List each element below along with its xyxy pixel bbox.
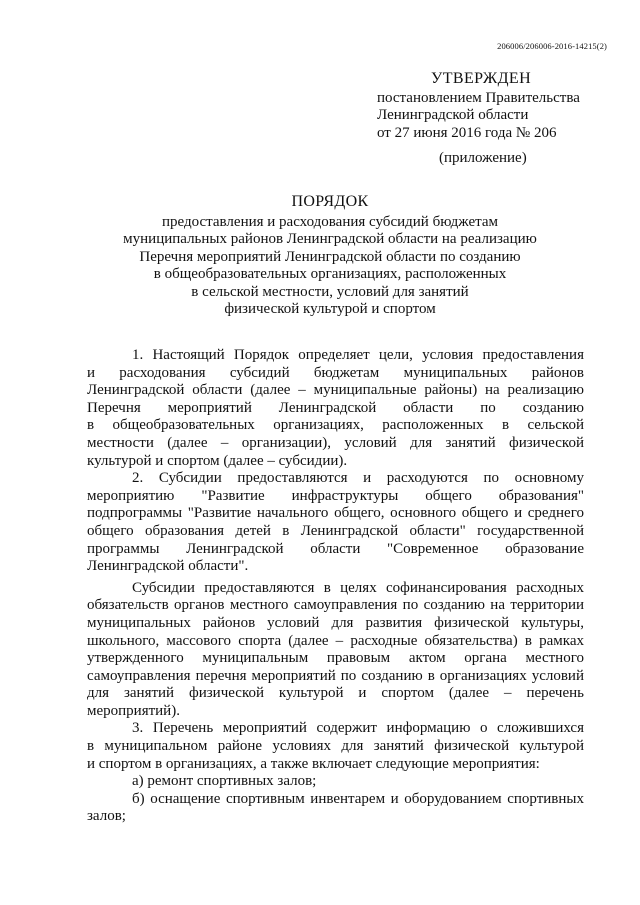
document-id: 206006/206006-2016-14215(2): [497, 41, 607, 51]
text-line: Субсидии предоставляются в целях софинансирования расходных: [132, 579, 584, 596]
text-line: для занятий физической культурой и спортом (далее – перечень: [87, 685, 584, 702]
appendix-label: (приложение): [439, 150, 527, 166]
text-line: в общеобразовательных организациях, расположенных в сельской: [87, 417, 584, 434]
text-line: 2. Субсидии предоставляются и расходуются по основному: [132, 470, 584, 487]
approval-block: [377, 70, 617, 168]
text-line: залов;: [87, 808, 126, 825]
title-line: муниципальных районов Ленинградской области на реализацию: [123, 231, 537, 247]
approval-line: Ленинградской области: [377, 107, 529, 123]
text-line: культурой и спортом (далее – субсидии).: [87, 452, 348, 469]
list-item-b: [87, 791, 584, 826]
text-line: обязательств органов местного самоуправления по созданию на территории: [87, 597, 584, 614]
title-line: предоставления и расходования субсидий бюджетам: [162, 213, 498, 230]
text-line: Ленинградской области".: [87, 558, 249, 575]
paragraph-3: [87, 580, 584, 721]
paragraph-2: [87, 470, 584, 576]
list-item-a: а) ремонт спортивных залов;: [132, 773, 317, 790]
text-line: самоуправления перечня мероприятий по созданию в организациях условий: [87, 667, 584, 684]
text-line: программы Ленинградской области "Современное образование: [87, 540, 584, 557]
text-line: и спортом в организациях, а также включает следующие мероприятия:: [87, 755, 540, 772]
text-line: и расходования субсидий бюджетам муниципальных районов: [87, 364, 584, 381]
paragraph-1: [87, 347, 584, 470]
text-line: школьного, массового спорта (далее – расходные обязательства) в рамках: [87, 632, 584, 649]
text-line: 3. Перечень мероприятий содержит информацию о сложившихся: [132, 720, 584, 737]
text-line: Перечня мероприятий Ленинградской области по созданию: [87, 399, 584, 416]
text-line: 1. Настоящий Порядок определяет цели, условия предоставления: [132, 347, 584, 363]
text-line: Ленинградской области (далее – муниципальные районы) на реализацию: [87, 382, 584, 399]
text-line: общего образования детей в Ленинградской области" государственной: [87, 522, 584, 539]
document-body: [87, 347, 584, 826]
document-title: [110, 193, 550, 319]
text-line: мероприятий).: [87, 702, 180, 719]
text-line: мероприятию "Развитие инфраструктуры общего образования": [87, 487, 584, 504]
text-line: муниципальных районов условий для развития физической культуры,: [87, 614, 584, 631]
text-line: подпрограммы "Развитие начального общего, основного общего и среднего: [87, 505, 584, 522]
approval-line: постановлением Правительства: [377, 89, 580, 106]
paragraph-4: [87, 720, 584, 773]
text-line: утвержденного муниципальным правовым актом органа местного: [87, 650, 584, 667]
title-heading: ПОРЯДОК: [291, 193, 369, 210]
approved-heading: УТВЕРЖДЕН: [431, 70, 532, 87]
title-line: в общеобразовательных организациях, расположенных: [153, 266, 507, 282]
approval-line: от 27 июня 2016 года № 206: [377, 124, 557, 141]
title-line: в сельской местности, условий для занятий: [191, 283, 469, 300]
text-line: местности (далее – организации), условий для занятий физической: [87, 434, 584, 451]
text-line: в муниципальном районе условиях для занятий физической культурой: [87, 738, 584, 755]
text-line: б) оснащение спортивным инвентарем и оборудованием спортивных: [132, 790, 584, 807]
title-line: Перечня мероприятий Ленинградской области по созданию: [139, 248, 521, 265]
title-line: физической культурой и спортом: [224, 301, 436, 317]
